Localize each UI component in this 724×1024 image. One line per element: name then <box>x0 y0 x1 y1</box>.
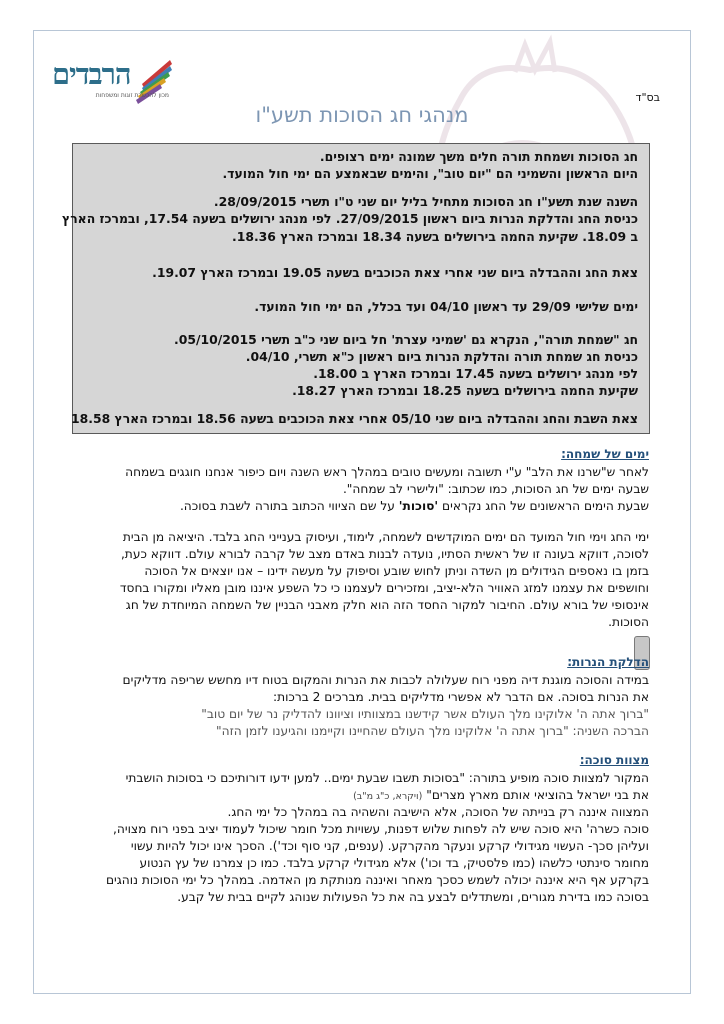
blessing-line: הברכה השניה: "ברוך אתה ה' אלוקינו מלך העולם שהחיינו וקיימנו והגיענו לזמן הזה" <box>216 724 649 738</box>
body-line: אינסופי של בורא עולם. החיבור למקור החסד הזה הוא חלק מאבני הבניין של השמחה המיוחדת של חג <box>125 598 649 612</box>
body-line: וחושפים את עצמנו למזג האוויר הלא-יציב, ומזכירים לעצמנו כי כל השפע איננו מובן מאליו ומקורו בחסד <box>119 581 649 595</box>
body-line: לסוכה, דווקא בעונה זו של ראשית הסתיו, נועדה לבנות באדם מצב של קרבה לבורא עולם. דווקא כעת, <box>120 547 649 561</box>
section-heading-sukkah: מצוות סוכה: <box>579 753 649 767</box>
body-line: שבעת הימים הראשונים של החג נקראים 'סוכות' על שם הציווי הכתוב בתורה לשבת בסוכה. <box>179 499 649 513</box>
schedule-line: ב 18.09. שקיעת החמה בירושלים בשעה 18.34 ובמרכז הארץ 18.36. <box>231 229 638 244</box>
schedule-line: כניסת החג והדלקת הנרות ביום ראשון 27/09/2015. לפי מנהג ירושלים בשעה 17.54, ובמרכז הארץ <box>62 211 638 226</box>
body-line: מחומר סינתטי כלשהו (כמו פלסטיק, בד וכו') אלא מגידולי קרקע בלבד. כמו כן צמרנו של עץ הנטוע <box>139 856 649 870</box>
section-heading-joy: ימים של שמחה: <box>561 447 649 461</box>
schedule-line: צאת החג וההבדלה ביום שני אחרי צאת הכוכבים בשעה 19.05 ובמרכז הארץ 19.07. <box>152 265 638 280</box>
schedule-line: חג הסוכות ושמחת תורה חלים משך שמונה ימים רצופים. <box>319 149 638 164</box>
section-heading-candles: הדלקת הנרות: <box>567 655 649 669</box>
schedule-line: לפי מנהג ירושלים בשעה 17.45 ובמרכז הארץ ב 18.00. <box>313 366 638 381</box>
body-line: ועליהן סכך- העשוי מגידולי קרקע ונעקר מהקרקע. (ענפים, קני סוף וכד'). הסכך אינו יכול להיות עשוי <box>130 839 649 853</box>
schedule-line: כניסת חג שמחת תורה והדלקת הנרות ביום ראשון כ"א תשרי, 04/10. <box>245 349 638 364</box>
body-line: סוכה כשרה' היא סוכה שיש לה לפחות שלוש דפנות, עשויות מכל חומר שיכול לעמוד יציב בפני רוח מצויה, <box>113 822 649 836</box>
body-line: את בני ישראל בהוציאי אותם מארץ מצרים" (ויקרא, כ"ג מ"ב) <box>353 788 649 802</box>
brand-name: הרבדים <box>52 57 131 91</box>
schedule-line: ימים שלישי 29/09 עד ראשון 04/10 ועד בכלל, הם ימי חול המועד. <box>254 299 638 314</box>
body-line: המצווה איננה רק בנייתה של הסוכה, אלא הישיבה והשהיה בה במהלך כל ימי החג. <box>227 805 649 819</box>
schedule-line: חג "שמחת תורה", הנקרא גם 'שמיני עצרת' חל ביום שני כ"ב תשרי 05/10/2015. <box>174 332 638 347</box>
body-line: ימי החג וימי חול המועד הם ימים המוקדשים לשמחה, לימוד, ועיסוק בענייני החג בלבד. היציאה מן הבית <box>122 530 649 544</box>
schedule-line: השנה שנת תשע"ו חג הסוכות מתחיל בליל יום שני ט"ו תשרי 28/09/2015. <box>213 194 638 209</box>
body-line: שבעה ימים של חג הסוכות, כמו שכתוב: "ולישרי לב שמחה". <box>342 482 649 496</box>
body-line: בקרקע אף היא איננה יכולה לשמש כסכך מאחר ואיננה מנותקת מן האדמה. במהלך כל ימי הסוכות נוהגים <box>105 873 649 887</box>
schedule-line: צאת השבת והחג וההבדלה ביום שני 05/10 אחרי צאת הכוכבים בשעה 18.56 ובמרכז הארץ 18.58 <box>71 411 638 426</box>
body-line: את הנרות בסוכה. אם הדבר לא אפשרי מדליקים בבית. מברכים 2 ברכות: <box>272 690 649 704</box>
body-line: במידה והסוכה מוגנת דיה מפני רוח שעלולה לכבות את הנרות והמקום בטוח דיו מחשש שריפה מדליקים <box>122 673 649 687</box>
body-line: בזמן בו נאספים הגידולים מן השדה וניתן לחוש שובע וסיפוק על מעשה ידינו – אנו יוצאים אל הסוכה <box>144 564 649 578</box>
body-line: בסוכה כמו בדירת מגורים, ומשתדלים לבצע בה את כל הפעולות שנוהג לקיים בבית של קבע. <box>177 890 649 904</box>
page-title: מנהגי חג הסוכות תשע"ו <box>255 103 469 127</box>
brand-subtitle: מכון להכשרת זוגות ומשפחות <box>95 92 169 99</box>
schedule-line: שקיעת החמה בירושלים בשעה 18.25 ובמרכז הארץ 18.27. <box>292 383 638 398</box>
schedule-line: היום הראשון והשמיני הם "יום טוב", והימים שבאמצע הם ימי חול המועד. <box>222 166 638 181</box>
body-line: לאחר ש"שרנו את הלב" ע"י תשובה ומעשים טובים במהלך ראש השנה ויום כיפור אנחנו חוגגים בשמחה <box>125 465 649 479</box>
body-line: הסוכות. <box>608 615 649 629</box>
body-line: המקור למצוות סוכה מופיע בתורה: "בסוכות תשבו שבעת ימים.. למען ידעו דורותיכם כי בסוכות הושבתי <box>125 771 649 785</box>
bsd-mark: בס"ד <box>635 91 660 104</box>
blessing-line: "ברוך אתה ה' אלוקינו מלך העולם אשר קידשנו במצוותיו וציוונו להדליק נר של יום טוב" <box>201 707 649 721</box>
